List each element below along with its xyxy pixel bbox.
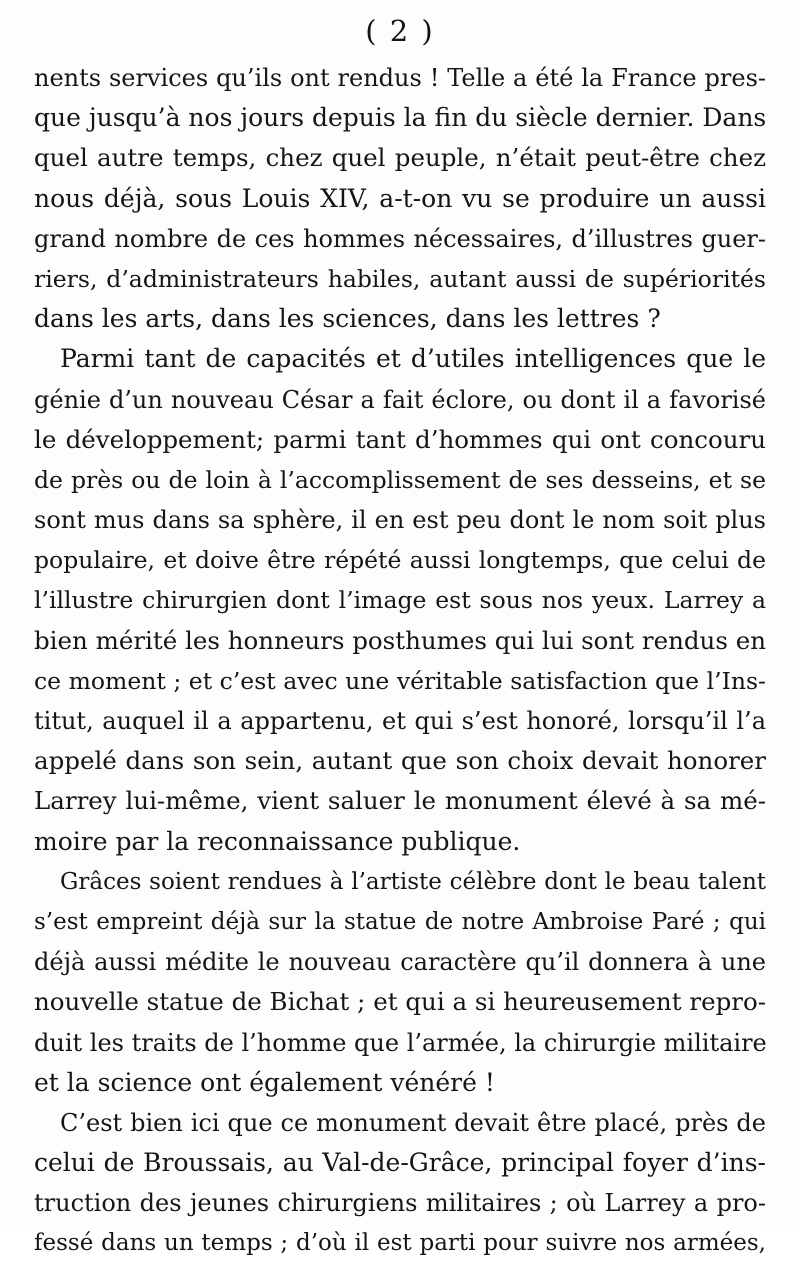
paragraph bbox=[34, 1103, 766, 1264]
text-line: duit les traits de l’homme que l’armée, la chirurgie militaire bbox=[34, 1028, 767, 1057]
text-line: nents services qu’ils ont rendus ! Telle a été la France pres- bbox=[34, 64, 766, 92]
text-line: quel autre temps, chez quel peuple, n’était peut-être chez bbox=[34, 143, 766, 173]
text-line: grand nombre de ces hommes nécessaires, d’illustres guer- bbox=[34, 224, 766, 253]
page-number: ( 2 ) bbox=[365, 14, 435, 48]
text-line: génie d’un nouveau César a fait éclore, ou dont il a favorisé bbox=[34, 385, 766, 414]
text-line: ce moment ; et c’est avec une véritable satisfaction que l’Ins- bbox=[34, 666, 766, 695]
text-line: C’est bien ici que ce monument devait être placé, près de bbox=[60, 1108, 766, 1137]
text-line: dans les arts, dans les sciences, dans les lettres ? bbox=[34, 304, 661, 334]
text-line: que jusqu’à nos jours depuis la fin du siècle dernier. Dans bbox=[34, 103, 767, 133]
text-line: le développement; parmi tant d’hommes qui ont concouru bbox=[34, 424, 766, 454]
text-line: et la science ont également vénéré ! bbox=[34, 1067, 495, 1097]
text-line: Larrey lui-même, vient saluer le monument élevé à sa mé- bbox=[34, 786, 766, 816]
text-line: truction des jeunes chirurgiens militaires ; où Larrey a pro- bbox=[34, 1189, 766, 1218]
text-line: fessé dans un temps ; d’où il est parti pour suivre nos armées, bbox=[34, 1230, 766, 1257]
text-line: moire par la reconnaissance publique. bbox=[34, 826, 521, 856]
text-line: nouvelle statue de Bichat ; et qui a si heureusement repro- bbox=[34, 987, 766, 1017]
text-line: nous déjà, sous Louis XIV, a-t-on vu se produire un aussi bbox=[34, 183, 766, 213]
body-text bbox=[34, 58, 766, 1264]
text-line: populaire, et doive être répété aussi longtemps, que celui de bbox=[34, 546, 766, 575]
text-line: sont mus dans sa sphère, il en est peu dont le nom soit plus bbox=[34, 506, 766, 535]
text-line: riers, d’administrateurs habiles, autant aussi de supériorités bbox=[34, 264, 766, 293]
text-line: appelé dans son sein, autant que son choix devait honorer bbox=[34, 746, 766, 776]
text-line: déjà aussi médite le nouveau caractère qu’il donnera à une bbox=[34, 948, 766, 977]
text-line: bien mérité les honneurs posthumes qui lui sont rendus en bbox=[34, 625, 766, 655]
paragraph bbox=[34, 58, 766, 339]
text-line: Parmi tant de capacités et d’utiles intelligences que le bbox=[60, 344, 766, 374]
text-line: s’est empreint déjà sur la statue de notre Ambroise Paré ; qui bbox=[34, 908, 766, 935]
paragraph bbox=[34, 339, 766, 861]
text-line: l’illustre chirurgien dont l’image est sous nos yeux. Larrey a bbox=[34, 586, 766, 615]
text-line: celui de Broussais, au Val-de-Grâce, principal foyer d’ins- bbox=[34, 1148, 766, 1178]
text-line: Grâces soient rendues à l’artiste célèbre dont le beau talent bbox=[60, 868, 766, 895]
text-line: de près ou de loin à l’accomplissement de ses desseins, et se bbox=[34, 465, 766, 494]
text-line: titut, auquel il a appartenu, et qui s’est honoré, lorsqu’il l’a bbox=[34, 707, 766, 735]
paragraph bbox=[34, 862, 766, 1103]
